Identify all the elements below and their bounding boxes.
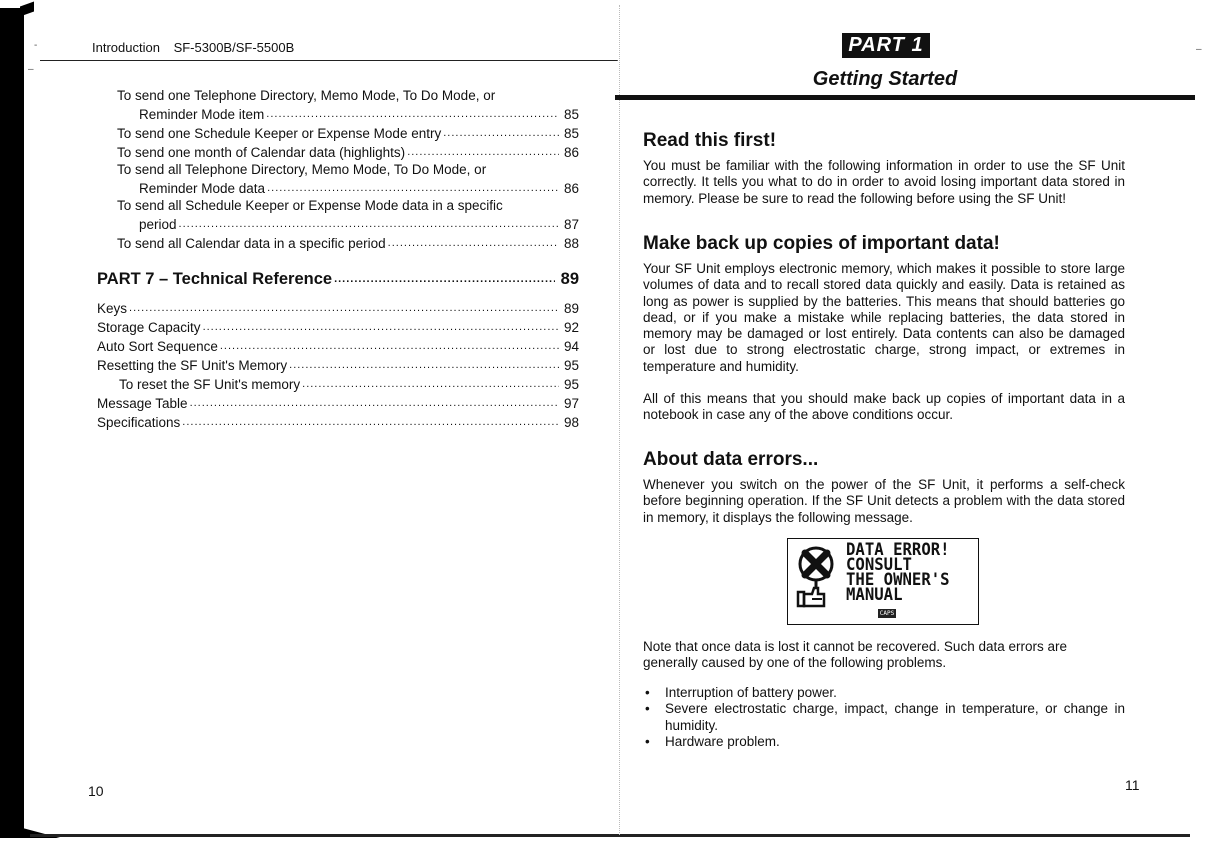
list-item: • Hardware problem. (643, 734, 1125, 750)
toc-entry-row (97, 178, 579, 197)
toc-entry[interactable] (97, 142, 579, 161)
lcd-line: DATA ERROR! (846, 540, 950, 560)
toc-entry[interactable] (97, 336, 579, 355)
leader-dots (334, 266, 555, 290)
page-number-right: 11 (1125, 777, 1140, 793)
page-fold (619, 5, 621, 835)
toc-page-number: 95 (563, 358, 579, 373)
toc-entry[interactable] (97, 412, 579, 431)
toc-page-number: 95 (563, 377, 579, 392)
header-rule (40, 60, 618, 61)
toc-entry-line: To send one Telephone Directory, Memo Mode, To Do Mode, or (117, 88, 496, 103)
toc-entry[interactable] (97, 87, 579, 123)
header-model: SF-5300B/SF-5500B (173, 40, 295, 55)
header-section: Introduction (92, 40, 160, 55)
toc-entry-title: Auto Sort Sequence (97, 339, 218, 354)
lcd-line: CONSULT (846, 555, 912, 575)
list-item: • Interruption of battery power. (643, 685, 1125, 701)
toc-entry[interactable] (97, 233, 579, 252)
toc-entry[interactable] (97, 197, 579, 233)
toc-part-heading[interactable] (97, 266, 579, 290)
toc-entry-row (97, 104, 579, 123)
toc-page-number: 97 (563, 396, 579, 411)
toc-page-number: 85 (563, 126, 579, 141)
section-heading: Make back up copies of important data! (643, 233, 1000, 254)
lcd-error-display (787, 538, 979, 625)
leader-dots (443, 123, 559, 142)
leader-dots (220, 336, 559, 355)
toc-entry[interactable] (97, 161, 579, 197)
toc-entry-title: To send all Calendar data in a specific period (117, 236, 386, 251)
toc-entry[interactable] (97, 355, 579, 374)
toc-entry-title: Storage Capacity (97, 320, 201, 335)
toc-entry-title: period (139, 217, 177, 232)
leader-dots (190, 393, 559, 412)
toc-page-number: 86 (563, 145, 579, 160)
toc-entry-line: To send all Schedule Keeper or Expense Mode data in a specific (117, 198, 503, 213)
section-heading: Read this first! (643, 130, 777, 151)
lcd-line: THE OWNER'S (846, 570, 950, 590)
toc-list (97, 87, 579, 252)
part-badge: PART 1 (842, 33, 930, 58)
lcd-line: MANUAL (846, 585, 903, 605)
toc-entry-title: To send one Schedule Keeper or Expense Mode entry (117, 126, 442, 141)
section-data-errors (643, 449, 1125, 526)
toc-entry[interactable] (97, 123, 579, 142)
toc-page-number: 98 (563, 415, 579, 430)
leader-dots (407, 142, 559, 161)
error-x-hand-icon (794, 544, 838, 614)
section-heading: About data errors... (643, 449, 819, 470)
section-paragraph: Whenever you switch on the power of the SF Unit, it performs a self-check before beginning operation. If the SF Unit detects a problem with the data stored in memory, it displays the following message. (643, 477, 1125, 525)
toc-entry-title: Reminder Mode data (139, 181, 266, 196)
toc-part7 (97, 266, 579, 431)
toc-entry[interactable] (97, 317, 579, 336)
toc-page-number: 89 (560, 270, 579, 288)
scan-mark: – (28, 64, 34, 75)
chapter-title: Getting Started (812, 68, 958, 90)
toc-entry-title: Specifications (97, 415, 181, 430)
scan-mark: – (1196, 44, 1202, 55)
leader-dots (388, 233, 559, 252)
leader-dots (266, 104, 559, 123)
toc-entry-title: Message Table (97, 396, 188, 411)
toc-page-number: 87 (563, 217, 579, 232)
caps-indicator: CAPS (879, 610, 895, 617)
running-header (92, 40, 304, 55)
toc-entry-line: To send all Telephone Directory, Memo Mode, To Do Mode, or (117, 162, 487, 177)
section-paragraph: Your SF Unit employs electronic memory, which makes it possible to store large volumes of data and to recall stored data quickly and easily. Data is retained as long as power is supplied by the batteries. This means that should batteries go dead, or if you make a mistake while replacing batteries, the data stored in memory may be damaged or lost entirely. Data contents can also be damaged or lost due to strong electrostatic charge, strong impact, or extremes in temperature and humidity. (643, 261, 1125, 374)
toc-entry-title: Keys (97, 301, 128, 316)
toc-page-number: 88 (563, 236, 579, 251)
problem-list (643, 685, 1125, 750)
toc-entry-row (97, 214, 579, 233)
scan-mark: - (34, 40, 38, 51)
toc-part-title: PART 7 – Technical Reference (97, 270, 333, 288)
toc-page-number: 86 (563, 181, 579, 196)
chapter-rule (615, 95, 1195, 100)
section-paragraph: All of this means that you should make back up copies of important data in a notebook in case any of the above conditions occur. (643, 391, 1125, 423)
toc-entry-title: To reset the SF Unit's memory (119, 377, 301, 392)
leader-dots (203, 317, 559, 336)
list-item: • Severe electrostatic charge, impact, change in temperature, or change in humidity. (643, 701, 1125, 734)
toc-entry-title: Reminder Mode item (139, 107, 265, 122)
toc-page-number: 92 (563, 320, 579, 335)
toc-entry[interactable] (97, 298, 579, 317)
note-paragraph: Note that once data is lost it cannot be recovered. Such data errors are generally caused by one of the following problems. (643, 639, 1067, 671)
scan-binding-edge (0, 8, 24, 838)
toc-page-number: 94 (563, 339, 579, 354)
leader-dots (289, 355, 559, 374)
leader-dots (267, 178, 559, 197)
scan-bottom-edge (30, 834, 1190, 837)
section-paragraph: You must be familiar with the following information in order to use the SF Unit correctly. It tells you what to do in order to avoid losing important data stored in memory. Please be sure to read the following before using the SF Unit! (643, 158, 1125, 206)
toc-entry-title: Resetting the SF Unit's Memory (97, 358, 288, 373)
lcd-message (846, 540, 950, 605)
page-number-left: 10 (88, 783, 104, 799)
section-backup-copies (643, 233, 1125, 424)
toc-entry[interactable] (97, 374, 579, 393)
leader-dots (182, 412, 559, 431)
leader-dots (302, 374, 559, 393)
section-read-this-first (643, 130, 1125, 207)
toc-entry-title: To send one month of Calendar data (highlights) (117, 145, 406, 160)
toc-page-number: 85 (563, 107, 579, 122)
leader-dots (179, 214, 559, 233)
leader-dots (129, 298, 559, 317)
toc-entry[interactable] (97, 393, 579, 412)
toc-page-number: 89 (563, 301, 579, 316)
